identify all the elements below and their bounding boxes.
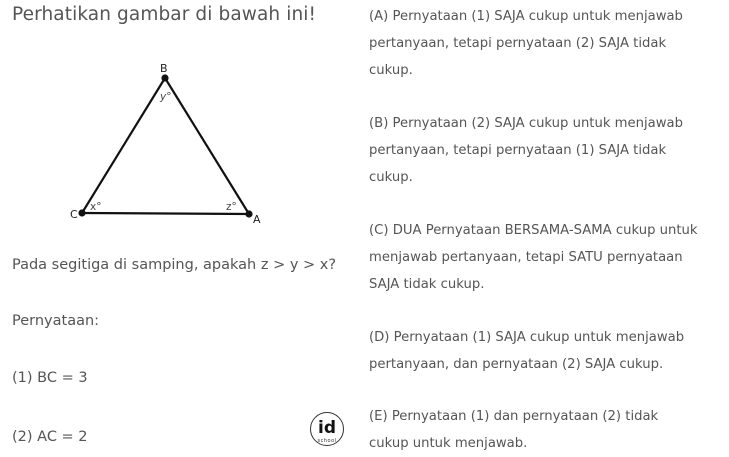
option-c[interactable] <box>369 217 729 298</box>
option-b-line-1: (B) Pernyataan (2) SAJA cukup untuk menjawab <box>369 116 683 131</box>
option-a-line-1: (A) Pernyataan (1) SAJA cukup untuk menjawab <box>369 9 683 24</box>
statement-1: (1) BC = 3 <box>12 370 88 386</box>
option-b[interactable] <box>369 110 729 191</box>
svg-text:id: id <box>318 418 336 438</box>
vertex-a-point <box>245 210 252 217</box>
option-c-line-3: SAJA tidak cukup. <box>369 277 485 292</box>
option-e-line-1: (E) Pernyataan (1) dan pernyataan (2) tidak <box>369 409 659 424</box>
question-title: Perhatikan gambar di bawah ini! <box>12 4 317 25</box>
option-b-line-3: cukup. <box>369 170 413 185</box>
vertex-c-point <box>78 209 85 216</box>
option-c-line-2: menjawab pertanyaan, tetapi SATU pernyataan <box>369 250 683 265</box>
vertex-a-label: A <box>253 213 261 226</box>
option-e[interactable] <box>369 403 729 457</box>
angle-x-label: x° <box>90 201 102 213</box>
statement-2: (2) AC = 2 <box>12 429 88 445</box>
option-a-line-2: pertanyaan, tetapi pernyataan (2) SAJA tidak <box>369 36 667 51</box>
triangle-figure <box>0 0 365 240</box>
question-prompt: Pada segitiga di samping, apakah z > y > x? <box>12 257 337 273</box>
option-a[interactable] <box>369 3 729 84</box>
vertex-b-label: B <box>160 62 168 75</box>
option-d[interactable] <box>369 324 729 378</box>
option-e-line-2: cukup untuk menjawab. <box>369 436 528 451</box>
option-a-line-3: cukup. <box>369 63 413 78</box>
option-d-line-2: pertanyaan, dan pernyataan (2) SAJA cukup. <box>369 357 664 372</box>
svg-text:school: school <box>317 438 337 444</box>
idschool-logo <box>309 411 345 447</box>
idschool-logo-icon <box>309 411 345 447</box>
option-c-line-1: (C) DUA Pernyataan BERSAMA-SAMA cukup untuk <box>369 223 698 238</box>
statements-label: Pernyataan: <box>12 313 100 329</box>
angle-y-label: y° <box>160 91 172 103</box>
angle-z-label: z° <box>226 201 237 213</box>
option-d-line-1: (D) Pernyataan (1) SAJA cukup untuk menjawab <box>369 330 685 345</box>
vertex-c-label: C <box>70 208 78 221</box>
vertex-b-point <box>161 74 168 81</box>
option-b-line-2: pertanyaan, tetapi pernyataan (1) SAJA tidak <box>369 143 667 158</box>
